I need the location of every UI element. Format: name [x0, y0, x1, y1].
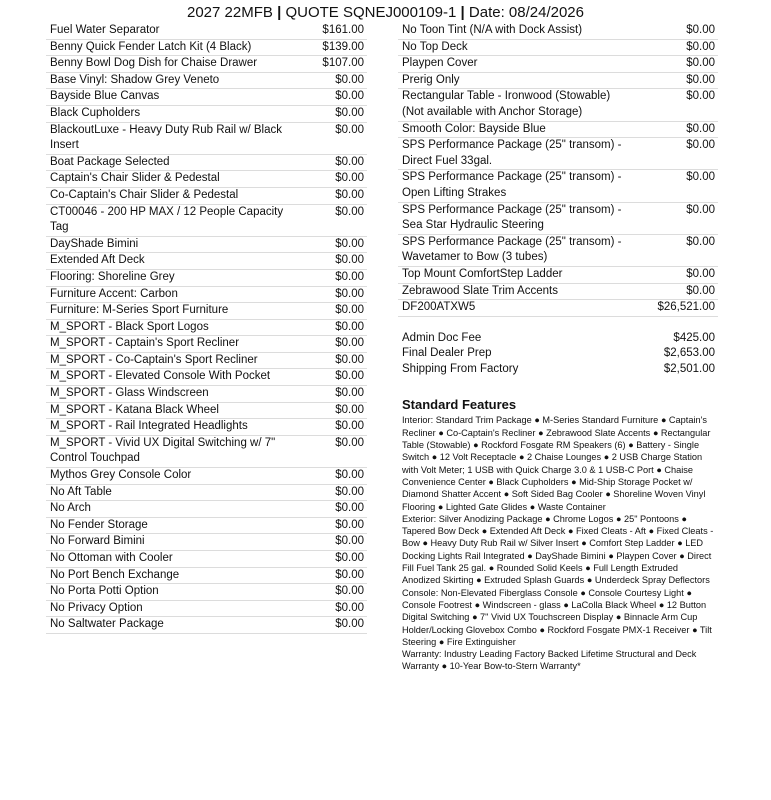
item-price: $0.00	[335, 585, 364, 598]
line-item	[46, 419, 367, 436]
item-price: $0.00	[335, 254, 364, 267]
item-price: $0.00	[686, 284, 715, 297]
line-item	[398, 346, 718, 362]
item-price: $0.00	[335, 502, 364, 515]
item-description: Mythos Grey Console Color	[50, 469, 192, 482]
line-item	[46, 188, 367, 205]
line-item	[398, 362, 718, 378]
line-item	[46, 518, 367, 535]
line-item	[46, 303, 367, 320]
item-price: $0.00	[335, 601, 364, 614]
item-description: BlackoutLuxe - Heavy Duty Rub Rail w/ Black Insert	[50, 123, 283, 152]
item-price: $0.00	[335, 568, 364, 581]
item-price: $0.00	[335, 73, 364, 86]
item-price: $0.00	[335, 205, 364, 218]
item-price: $0.00	[335, 387, 364, 400]
item-price: $0.00	[335, 518, 364, 531]
features-exterior: Exterior: Silver Anodizing Package ● Chrome Logos ● 25" Pontoons ● Tapered Bow Deck ● Extended Aft Deck ● Fixed Cleats - Aft ● Fixed Cleats - Bow ● Heavy Duty Rub Rail w/ Silver Insert ● Comfort Step Ladder ● LED Docking Lights Rail Integrated ● DayShade Bimini ● Playpen Cover ● Direct Fill Fuel Tank 25 gal. ● Rounded Solid Keels ● Full Length Extruded Anodized Skirting ● Extruded Splash Guards ● Underdeck Spray Deflectors	[402, 513, 714, 586]
item-price: $0.00	[335, 403, 364, 416]
line-item	[46, 73, 367, 90]
line-item	[46, 155, 367, 172]
item-description: M_SPORT - Glass Windscreen	[50, 387, 209, 400]
line-item	[46, 568, 367, 585]
line-item	[398, 235, 718, 267]
item-price: $425.00	[673, 331, 715, 344]
item-price: $139.00	[322, 40, 364, 53]
spacer	[398, 377, 718, 391]
item-price: $107.00	[322, 57, 364, 70]
line-item	[46, 601, 367, 618]
item-description: M_SPORT - Vivid UX Digital Switching w/ 7" Control Touchpad	[50, 436, 276, 465]
line-item	[46, 485, 367, 502]
item-price: $0.00	[335, 618, 364, 631]
item-description: M_SPORT - Katana Black Wheel	[50, 403, 219, 416]
item-description: CT00046 - 200 HP MAX / 12 People Capacity Tag	[50, 205, 284, 234]
line-item	[398, 284, 718, 301]
line-item	[46, 551, 367, 568]
item-description: Furniture: M-Series Sport Furniture	[50, 304, 229, 317]
line-item	[46, 40, 367, 57]
item-price: $0.00	[335, 320, 364, 333]
boat-model: 2027 22MFB	[187, 4, 273, 21]
line-item	[46, 468, 367, 485]
item-price: $0.00	[686, 235, 715, 248]
line-item	[46, 205, 367, 237]
item-price: $0.00	[335, 188, 364, 201]
item-description: Zebrawood Slate Trim Accents	[402, 284, 558, 297]
item-price: $0.00	[686, 40, 715, 53]
item-price: $0.00	[686, 171, 715, 184]
item-description: Black Cupholders	[50, 106, 141, 119]
item-price: $0.00	[686, 122, 715, 135]
item-description: DayShade Bimini	[50, 237, 139, 250]
item-price: $0.00	[335, 436, 364, 449]
item-price: $0.00	[335, 337, 364, 350]
item-description: Shipping From Factory	[402, 362, 519, 375]
item-description: SPS Performance Package (25" transom) - Wavetamer to Bow (3 tubes)	[402, 235, 622, 264]
line-item	[46, 89, 367, 106]
item-description: Base Vinyl: Shadow Grey Veneto	[50, 73, 220, 86]
line-item	[46, 320, 367, 337]
item-description: No Porta Potti Option	[50, 585, 159, 598]
item-description: Benny Quick Fender Latch Kit (4 Black)	[50, 40, 252, 53]
item-price: $0.00	[335, 172, 364, 185]
line-item	[46, 106, 367, 123]
item-description: SPS Performance Package (25" transom) - Sea Star Hydraulic Steering	[402, 203, 622, 232]
item-price: $0.00	[335, 123, 364, 136]
item-price: $0.00	[335, 287, 364, 300]
fees-list	[398, 331, 718, 378]
item-price: $0.00	[686, 203, 715, 216]
line-item	[398, 300, 718, 317]
left-options-column	[46, 23, 367, 634]
item-price: $0.00	[686, 267, 715, 280]
features-console: Console: Non-Elevated Fiberglass Console ● Console Courtesy Light ● Console Footrest ● Windscreen - glass ● LaColla Black Wheel ● 12 Button Digital Switching ● 7" Vivid UX Touchscreen Display ● Binnacle Arm Cup Holder/Locking Glovebox Combo ● Rockford Fosgate PMX-1 Receiver ● Tilt Steering ● Fire Extinguisher	[402, 587, 712, 647]
item-price: $0.00	[335, 304, 364, 317]
item-description: SPS Performance Package (25" transom) - Direct Fuel 33gal.	[402, 139, 622, 167]
line-item	[398, 56, 718, 73]
item-description: DF200ATXW5	[402, 301, 476, 314]
line-item	[398, 89, 718, 121]
item-description: No Port Bench Exchange	[50, 568, 180, 581]
item-price: $0.00	[686, 90, 715, 103]
item-description: Flooring: Shoreline Grey	[50, 270, 175, 283]
item-price: $0.00	[335, 420, 364, 433]
item-description: Extended Aft Deck	[50, 254, 145, 267]
header-separator: |	[460, 4, 465, 21]
line-item	[46, 403, 367, 420]
item-price: $0.00	[335, 469, 364, 482]
item-price: $0.00	[686, 73, 715, 86]
line-item	[46, 534, 367, 551]
item-description: Captain's Chair Slider & Pedestal	[50, 172, 220, 185]
line-item	[46, 56, 367, 73]
features-interior: Interior: Standard Trim Package ● M-Series Standard Furniture ● Captain's Recliner ● Co-Captain's Recliner ● Zebrawood Slate Accents ● Rectangular Table (Stowable) ● Rockford Fosgate RM Speakers (6) ● Battery - Single Switch ● 12 Volt Receptacle ● 2 Chaise Lounges ● 2 USB Charge Station with Volt Meter; 1 USB with Quick Charge 3.0 & 1 USB-C Port ● Chaise Convenience Center ● Black Cupholders ● Mid-Ship Storage Pocket w/ Diamond Shatter Accent ● Soft Sided Bag Cooler ● Shoreline Woven Vinyl Flooring ● Lighted Gate Glides ● Waste Container	[402, 415, 711, 512]
right-options-list	[398, 23, 718, 317]
item-description: Final Dealer Prep	[402, 347, 492, 360]
item-price: $0.00	[335, 552, 364, 564]
line-item	[398, 122, 718, 139]
line-item	[398, 170, 718, 202]
item-price: $2,653.00	[663, 347, 715, 360]
item-description: No Privacy Option	[50, 601, 143, 614]
right-options-column	[398, 23, 718, 673]
item-price: $0.00	[335, 106, 364, 119]
item-price: $0.00	[335, 270, 364, 283]
item-description: No Arch	[50, 502, 91, 515]
item-description: Rectangular Table - Ironwood (Stowable) (Not available with Anchor Storage)	[402, 90, 611, 118]
item-description: Playpen Cover	[402, 57, 478, 70]
item-price: $2,501.00	[663, 362, 715, 375]
item-description: SPS Performance Package (25" transom) - Open Lifting Strakes	[402, 171, 622, 199]
line-item	[398, 138, 718, 170]
item-description: M_SPORT - Co-Captain's Sport Recliner	[50, 353, 258, 366]
item-price: $0.00	[686, 24, 715, 36]
item-description: Top Mount ComfortStep Ladder	[402, 267, 563, 280]
item-price: $0.00	[686, 139, 715, 152]
line-item	[46, 501, 367, 518]
quote-header	[0, 3, 771, 23]
item-description: M_SPORT - Rail Integrated Headlights	[50, 420, 248, 433]
item-description: No Forward Bimini	[50, 535, 145, 548]
item-description: Fuel Water Separator	[50, 24, 160, 36]
standard-features-title: Standard Features	[402, 397, 517, 413]
line-item	[398, 331, 718, 347]
line-item	[46, 287, 367, 304]
standard-features-text	[398, 414, 718, 672]
item-description: No Saltwater Package	[50, 618, 164, 631]
item-price: $0.00	[335, 155, 364, 168]
line-item	[398, 23, 718, 40]
line-item	[398, 267, 718, 284]
item-price: $0.00	[335, 353, 364, 366]
line-item	[46, 23, 367, 40]
item-description: Bayside Blue Canvas	[50, 90, 160, 103]
item-price: $0.00	[335, 485, 364, 498]
item-price: $26,521.00	[657, 301, 715, 314]
quote-date: Date: 08/24/2026	[468, 4, 584, 21]
line-item	[46, 353, 367, 370]
line-item	[46, 617, 367, 634]
line-item	[46, 123, 367, 155]
item-price: $0.00	[335, 90, 364, 103]
item-description: No Ottoman with Cooler	[50, 552, 173, 564]
features-warranty: Warranty: Industry Leading Factory Backed Lifetime Structural and Deck Warranty ● 10-Year Bow-to-Stern Warranty*	[402, 649, 697, 672]
item-description: Co-Captain's Chair Slider & Pedestal	[50, 188, 239, 201]
item-price: $0.00	[686, 57, 715, 70]
item-description: M_SPORT - Elevated Console With Pocket	[50, 370, 271, 383]
line-item	[46, 386, 367, 403]
line-item	[46, 253, 367, 270]
item-description: M_SPORT - Black Sport Logos	[50, 320, 209, 333]
line-item	[398, 73, 718, 90]
line-item	[46, 436, 367, 468]
item-description: Furniture Accent: Carbon	[50, 287, 178, 300]
spacer	[398, 317, 718, 331]
line-item	[398, 203, 718, 235]
item-description: M_SPORT - Captain's Sport Recliner	[50, 337, 240, 350]
line-item	[46, 336, 367, 353]
line-item	[46, 369, 367, 386]
item-description: Boat Package Selected	[50, 155, 170, 168]
line-item	[46, 584, 367, 601]
item-description: No Top Deck	[402, 40, 468, 53]
header-separator: |	[277, 4, 282, 21]
item-description: No Fender Storage	[50, 518, 148, 531]
line-item	[398, 40, 718, 57]
line-item	[46, 237, 367, 254]
item-description: No Toon Tint (N/A with Dock Assist)	[402, 24, 583, 36]
line-item	[46, 171, 367, 188]
quote-number: QUOTE SQNEJ000109-1	[285, 4, 457, 21]
item-description: No Aft Table	[50, 485, 112, 498]
item-price: $0.00	[335, 237, 364, 250]
item-description: Admin Doc Fee	[402, 331, 482, 344]
item-description: Prerig Only	[402, 73, 460, 86]
item-price: $161.00	[322, 24, 364, 36]
item-price: $0.00	[335, 370, 364, 383]
line-item	[46, 270, 367, 287]
item-description: Smooth Color: Bayside Blue	[402, 122, 546, 135]
item-description: Benny Bowl Dog Dish for Chaise Drawer	[50, 57, 258, 70]
item-price: $0.00	[335, 535, 364, 548]
